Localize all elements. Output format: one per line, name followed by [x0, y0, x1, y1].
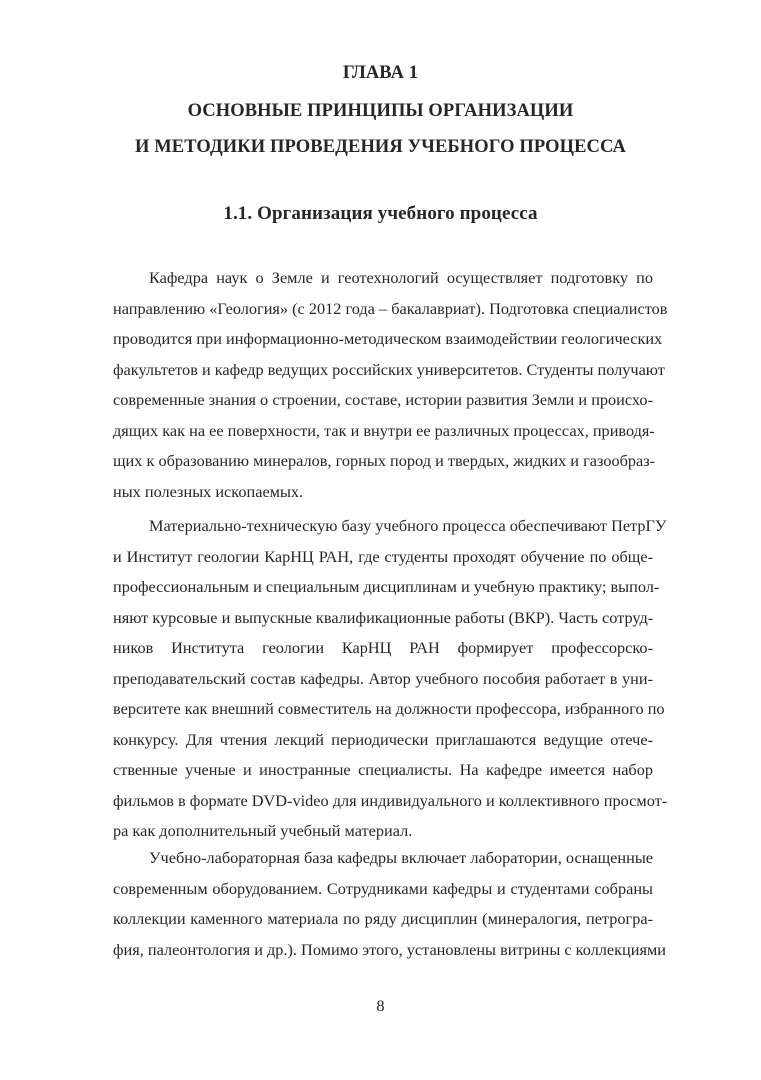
- paragraph-line: коллекции каменного материала по ряду дисциплин (минералогия, петрогра-: [113, 909, 653, 928]
- paragraph-line: фия, палеонтология и др.). Помимо этого, установлены витрины с коллекциями: [113, 939, 666, 959]
- paragraph-line: и Институт геологии КарНЦ РАН, где студенты проходят обучение по обще-: [113, 546, 653, 566]
- paragraph-line: Материально-техническую базу учебного процесса обеспечивают ПетрГУ: [149, 516, 667, 535]
- paragraph-line: конкурсу. Для чтения лекций периодически приглашаются ведущие отече-: [113, 729, 653, 749]
- paragraph-line: проводится при информационно-методическом взаимодействии геологических: [113, 329, 663, 348]
- paragraph-line: дящих как на ее поверхности, так и внутри ее различных процессах, приводя-: [113, 420, 655, 440]
- paragraph-line: направлению «Геология» (с 2012 года – бакалавриат). Подготовка специалистов: [113, 298, 668, 318]
- section-title: 1.1. Организация учебного процесса: [223, 203, 538, 224]
- paragraph-line: Кафедра наук о Земле и геотехнологий осуществляет подготовку по: [149, 268, 653, 287]
- chapter-label: ГЛАВА 1: [342, 63, 419, 83]
- paragraph-line: няют курсовые и выпускные квалификационные работы (ВКР). Часть сотруд-: [113, 607, 654, 627]
- paragraph-2: [113, 511, 668, 847]
- paragraph-3: [113, 843, 666, 965]
- paragraph-line: современным оборудованием. Сотрудниками кафедры и студентами собраны: [113, 878, 653, 898]
- paragraph-line: ных полезных ископаемых.: [113, 481, 304, 501]
- paragraph-line: Учебно-лабораторная база кафедры включает лаборатории, оснащенные: [149, 848, 653, 867]
- page-number: 8: [376, 996, 385, 1015]
- paragraph-line: ственные ученые и иностранные специалисты. На кафедре имеется набор: [113, 760, 653, 779]
- paragraph-line: фильмов в формате DVD-video для индивидуального и коллективного просмот-: [113, 790, 668, 810]
- paragraph-line: профессиональным и специальным дисциплинам и учебную практику; выпол-: [113, 577, 660, 596]
- paragraph-line: ников Института геологии КарНЦ РАН формирует профессорско-: [113, 638, 653, 657]
- paragraph-1: [113, 263, 668, 507]
- paragraph-line: факультетов и кафедр ведущих российских университетов. Студенты получают: [113, 359, 665, 379]
- paragraph-line: преподавательский состав кафедры. Автор учебного пособия работает в уни-: [113, 668, 653, 688]
- paragraph-line: верситете как внешний совместитель на должности профессора, избранного по: [113, 699, 665, 718]
- chapter-title-line-1: ОСНОВНЫЕ ПРИНЦИПЫ ОРГАНИЗАЦИИ: [187, 101, 574, 121]
- chapter-title-line-2: И МЕТОДИКИ ПРОВЕДЕНИЯ УЧЕБНОГО ПРОЦЕССА: [135, 137, 626, 157]
- paragraph-line: ра как дополнительный учебный материал.: [113, 821, 413, 840]
- paragraph-line: щих к образованию минералов, горных пород и твердых, жидких и газообраз-: [113, 451, 656, 470]
- paragraph-line: современные знания о строении, составе, истории развития Земли и происхо-: [113, 390, 653, 409]
